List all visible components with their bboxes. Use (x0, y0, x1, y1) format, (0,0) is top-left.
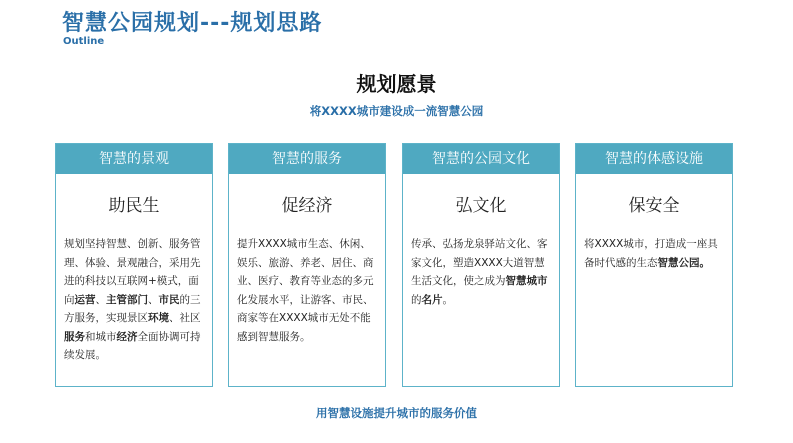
card-body-emphasis: 经济 (116, 330, 138, 343)
card-body-text: 、社区 (169, 312, 201, 324)
card-keyword: 助民生 (108, 196, 160, 216)
card-body-emphasis: 运营 (74, 293, 96, 306)
card-body-emphasis: 名片 (421, 293, 443, 306)
card-body-text: 全面协调可持续发展。 (64, 330, 201, 361)
card-facilities (575, 143, 733, 387)
card-keyword: 促经济 (281, 196, 333, 216)
card-body-emphasis: 环境 (148, 312, 169, 324)
card-title: 智慧的景观 (56, 144, 212, 174)
card-body-text: 规划坚持智慧、创新、服务管理、体验、景观融合，采用先进的科技以互联网+模式，面向 (64, 238, 201, 306)
card-body-emphasis: 服务 (64, 330, 85, 343)
card-body-text: 、 (148, 293, 159, 306)
card-body-emphasis: 智慧公园。 (657, 256, 710, 269)
card-body-emphasis: 智慧城市 (505, 275, 548, 287)
card-body-text: 、 (95, 293, 106, 306)
vision-tagline: 将XXXX城市建设成一流智慧公园 (309, 104, 484, 118)
vision-heading: 规划愿景 (356, 72, 437, 96)
card-body-emphasis: 主管部门 (106, 293, 148, 306)
footer-slogan: 用智慧设施提升城市的服务价值 (316, 406, 477, 420)
card-landscape (55, 143, 213, 387)
card-body-emphasis: 市民 (158, 293, 180, 306)
card-body (411, 235, 551, 309)
card-keyword: 弘文化 (455, 196, 507, 216)
card-body (237, 235, 377, 346)
card-service (228, 143, 386, 387)
page-title: 智慧公园规划---规划思路 (62, 11, 323, 36)
card-keyword: 保安全 (628, 196, 680, 216)
card-body-text: 传承、弘扬龙泉驿站文化、客家文化，塑造XXXX大道智慧生活文化，使之成为 (411, 238, 548, 287)
page-subtitle: Outline (63, 36, 105, 47)
card-body (64, 235, 204, 365)
card-body-text: 的三方服务，实现景区 (64, 293, 201, 324)
card-body-text: 提升XXXX城市生态、休闲、娱乐、旅游、养老、居住、商业、医疗、教育等业态的多元化发展水平，让游客、市民、商家等在XXXX城市无处不能感到智慧服务。 (237, 238, 374, 343)
card-title: 智慧的服务 (229, 144, 385, 174)
card-body-text: 。 (442, 293, 453, 306)
card-body (584, 235, 724, 272)
card-title: 智慧的体感设施 (576, 144, 732, 174)
card-culture (402, 143, 560, 387)
card-title: 智慧的公园文化 (403, 144, 559, 174)
card-body-text: 和城市 (85, 330, 117, 343)
card-body-text: 将XXXX城市，打造成一座具备时代感的生态 (584, 238, 718, 269)
card-body-text: 的 (411, 293, 422, 306)
